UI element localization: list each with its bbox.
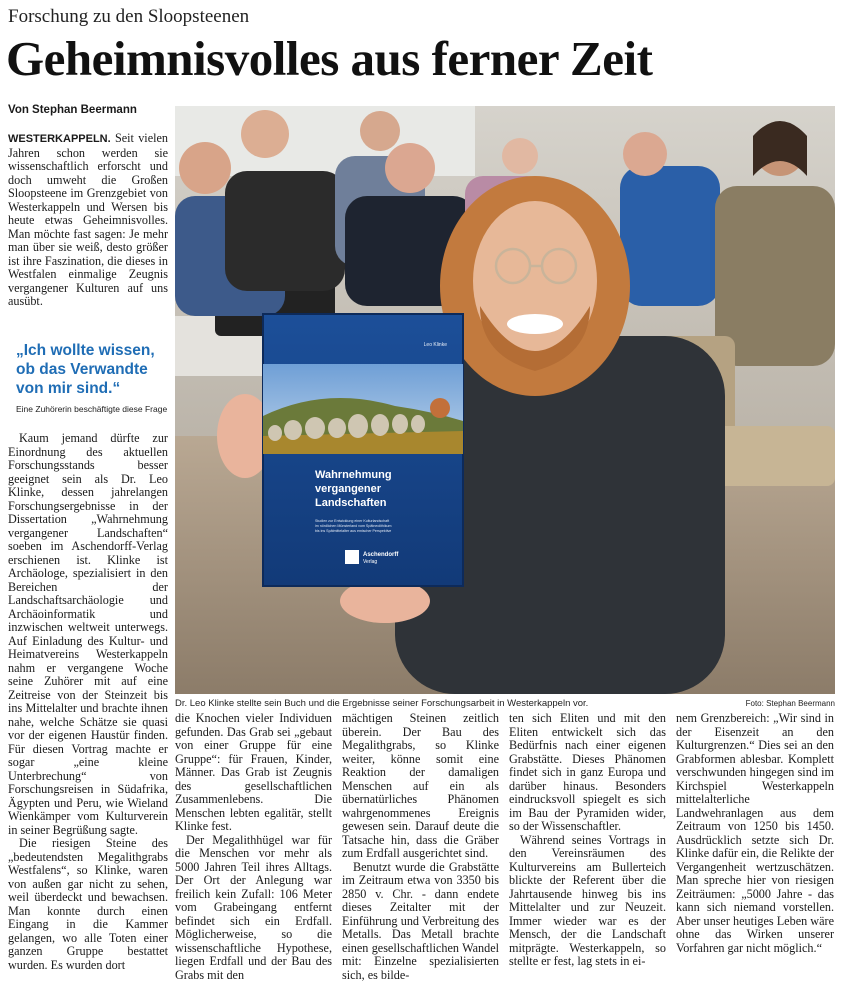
pull-quote: „Ich wollte wissen, ob das Verwandte von mir sind.“ [16, 342, 155, 397]
paragraph: Kaum jemand dürfte zur Einordnung des aktuellen Forschungsstands besser geeignet sein als Dr. Leo Klinke, dessen jahrelangen Forschungsergebnisse in der Dissertation „Wahrnehmung vergangener Landschaften“ soeben im Aschendorff-Verlag erschienen ist. Klinke ist Archäologe, spezialisiert in den Bereichen der Landschaftsarchäologie und Archäoinformatik und inzwischen weltweit unterwegs. Auf Einladung des Kultur- und Heimatvereins Westerkappeln nahm er vergangene Woche seine Zuhörer mit auf eine Zeitreise von der Steinzeit bis ins Mittelalter und brachte ihnen nahe, welche Schätze sie quasi vor der eigenen Haustür finden. Für diesen Vortrag machte er sogar „eine kleine Unterbrechung“ von Forschungsreisen in Südafrika, Ägypten und Peru, wie Wieland Wienkämper vom Kulturverein in seiner Begrüßung sagte. [8, 431, 168, 837]
byline: Von Stephan Beermann [8, 104, 137, 116]
paragraph: Benutzt wurde die Grabstätte im Zeitraum etwa von 3350 bis 2850 v. Chr. - dann endete dieses Zeitalter mit der Einführung und Verbreitung des Metalls. Das Metall brachte einen gesellschaftlichen Wandel mit: Einzelne spezialisierten sich, es bilde- [342, 859, 499, 982]
paragraph: die Knochen vieler Individuen gefunden. Das Grab sei „gebaut von einer Gruppe für eine Gruppe“: für Frauen, Kinder, Männer. Das Grab ist Zeugnis des gesellschaftlichen Zusammenlebens. Die Menschen lebten egalitär, stellt Klinke fest. [175, 711, 332, 833]
kicker: Forschung zu den Sloopsteenen [8, 6, 250, 27]
photo-credit: Foto: Stephan Beermann [745, 699, 835, 708]
lead-text: Seit vielen Jahren schon werden sie wissenschaftlich erforscht und doch umweht die Großen Sloopsteene im Grenzgebiet von Westerkappeln und Wersen bis heute etwas Geheimnisvolles. Man möchte fast sagen: Je mehr man über sie weiß, desto größer ist ihre Faszination, die dieses in Westfalen einmalige Zeugnis vergangener Kulturen auf uns ausübt. [8, 131, 168, 308]
lead-column [8, 132, 168, 309]
book [263, 314, 463, 586]
paragraph: Während seines Vortrags in den Vereinsräumen des Kulturvereins am Bullerteich blickte der Referent über die Jahrtausende hinweg bis ins Mittelalter und zur Neuzeit. Immer wieder war es der Mensch, der die Landschaft mitprägte. Westerkappeln, so stellte er fest, lag stets in ei- [509, 832, 666, 968]
article-photo [175, 106, 835, 694]
book-publisher: Aschendorff [363, 552, 399, 558]
photo-caption: Dr. Leo Klinke stellte sein Buch und die Ergebnisse seiner Forschungsarbeit in Westerkappeln vor. [175, 698, 589, 709]
book-title: Wahrnehmung vergangener Landschaften [315, 469, 392, 509]
pull-quote-source: Eine Zuhörerin beschäftigte diese Frage [16, 404, 168, 414]
column-2 [175, 712, 332, 982]
column-1 [8, 432, 168, 972]
headline: Geheimnisvolles aus ferner Zeit [6, 31, 653, 86]
column-5 [676, 712, 834, 955]
column-3 [342, 712, 499, 982]
paragraph: ten sich Eliten und mit den Eliten entwickelt sich das Bedürfnis nach einer eigenen Grabstätte. Dieses Phänomen findet sich in ganz Europa und darüber hinaus. Besonders eindrucksvoll spiegelt es sich im Bau der Pyramiden wider, so der Wissenschaftler. [509, 711, 666, 833]
paragraph: nem Grenzbereich: „Wir sind in der Eisenzeit an den Kulturgrenzen.“ Dies sei an den Grabformen ablesbar. Komplett verschwunden hingegen sind im Kirchspiel Westerkappeln mittelalterliche Landwehranlagen aus dem Zeitraum von 1250 bis 1450. Ausdrücklich setzte sich Dr. Klinke dafür ein, die Relikte der Vergangenheit wertzuschätzen. Man spreche hier von riesigen Zeiträumen: „5000 Jahre - das kann sich niemand vorstellen. Aber unser heutiges Leben wäre ohne das Wirken unserer Vorfahren gar nicht möglich.“ [676, 711, 834, 955]
paragraph: mächtigen Steinen zeitlich überein. Der Bau des Megalithgrabs, so Klinke weiter, könne somit eine Reaktion der damaligen Menschen auf ein als übernatürliches Phänomen wahrgenommenes Ereignis gewesen sein. Darauf deute die Tatsache hin, dass die Gräber zum Erdfall ausgerichtet sind. [342, 711, 499, 860]
paragraph: Der Megalithhügel war für die Menschen vor mehr als 5000 Jahren Teil ihres Alltags. Der Ort der Anlegung war freilich kein Zufall: 106 Meter vom Grabeingang entfernt befindet sich ein Erdfall. Möglicherweise, so die wissenschaftliche Hypothese, liegen Erdfall und der Bau des Grabs mit den [175, 832, 332, 982]
book-subtitle: Studien zur Entwicklung einer Kulturlandschaft im nördlichen Münsterland vom Spätneolithikum bis ins Spätmittelalter aus emischer Perspektive [315, 519, 392, 533]
book-author: Leo Klinke [423, 342, 447, 348]
column-4 [509, 712, 666, 969]
book-publisher-sub: Verlag [363, 559, 378, 565]
dateline: WESTERKAPPELN. [8, 133, 111, 145]
paragraph: Die riesigen Steine des „bedeutendsten Megalithgrabs Westfalens“, so Klinke, waren von außen gar nicht zu sehen, weil überdeckt und bewachsen. Man konnte durch einen Eingang in die Kammer gelangen, wo alle Toten einer ganzen Gruppe bestattet wurden. Es wurden dort [8, 836, 168, 972]
